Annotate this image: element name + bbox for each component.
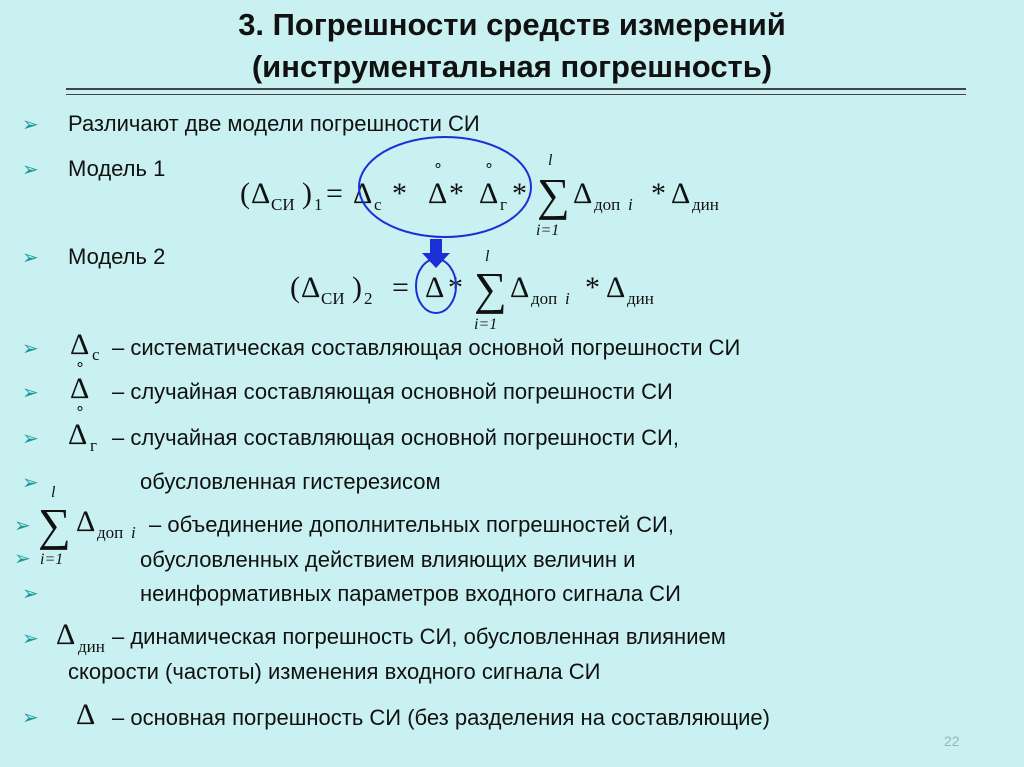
slide-title-line1: 3. Погрешности средств измерений bbox=[238, 7, 786, 42]
ring-icon: ∘ bbox=[484, 157, 495, 174]
bullet-icon: ➢ bbox=[22, 428, 39, 450]
def-additional-line2: обусловленных действием влияющих величин и bbox=[140, 547, 636, 572]
sum-icon: ∑ bbox=[474, 263, 507, 314]
model2-label: Модель 2 bbox=[68, 244, 166, 269]
bullet-icon: ➢ bbox=[22, 382, 39, 404]
page-number: 22 bbox=[944, 733, 960, 749]
symbol-delta-g: Δ bbox=[68, 418, 88, 451]
bullet-icon: ➢ bbox=[22, 159, 39, 181]
arrow-shaft bbox=[430, 239, 442, 253]
bullet-icon: ➢ bbox=[14, 515, 31, 537]
def-hysteresis-line2: обусловленная гистерезисом bbox=[140, 469, 441, 494]
def-main: – основная погрешность СИ (без разделения на составляющие) bbox=[112, 705, 770, 730]
def-hysteresis-line1: – случайная составляющая основной погрешности СИ, bbox=[112, 425, 679, 450]
model1-label: Модель 1 bbox=[68, 156, 166, 181]
def-additional-line1: – объединение дополнительных погрешностей СИ, bbox=[149, 512, 674, 537]
symbol-delta-c: Δ bbox=[70, 328, 90, 361]
bullet-icon: ➢ bbox=[22, 472, 39, 494]
ring-icon: ∘ bbox=[75, 400, 86, 417]
symbol-delta-din: Δ bbox=[56, 618, 76, 651]
bullet-icon: ➢ bbox=[22, 247, 39, 269]
symbol-delta-ring: Δ bbox=[70, 372, 90, 405]
down-arrow-icon bbox=[422, 253, 450, 268]
slide: 3. Погрешности средств измерений (инструментальная погрешность) ➢ ➢ ➢ ➢ ➢ ➢ ➢ ➢ ➢ ➢ ➢ ➢ Различают две модели погрешности СИ Модель 1 Модель 2 ( Δ СИ ) 1 = Δ с * ∘ Δ * ∘ Δ г * l ∑ i=1 Δ доп i * Δ дин ( Δ СИ ) 2 = Δ * l ∑ i=1 Δ доп i * Δ дин Δ с ∘ – систематическая составляющая основной погрешности СИ Δ ∘ – случайная составляющая основной погрешности СИ Δ г – случайная составляющая основной погрешности СИ, обусловленная гистерезисом l ∑ i=1 Δ доп i – объединение дополнительных погрешностей СИ, обусловленных действием влияющих величин и неинформативных параметров входного сигнала СИ Δ дин – динамическая погрешность СИ, обусловленная влиянием скорости (частоты) изменения входного сигнала СИ Δ – основная погрешность СИ (без разделения на составляющие) 22 bbox=[0, 0, 1024, 767]
bullet-icon: ➢ bbox=[22, 583, 39, 605]
sum-icon: ∑ bbox=[537, 169, 570, 220]
bullet-icon: ➢ bbox=[22, 338, 39, 360]
bullet-icon: ➢ bbox=[22, 628, 39, 650]
bullet-icon: ➢ bbox=[14, 548, 31, 570]
intro-text: Различают две модели погрешности СИ bbox=[68, 111, 480, 136]
slide-title-line2: (инструментальная погрешность) bbox=[251, 49, 773, 84]
bullet-icon: ➢ bbox=[22, 707, 39, 729]
def-additional-line3: неинформативных параметров входного сигнала СИ bbox=[140, 581, 681, 606]
def-systematic: – систематическая составляющая основной погрешности СИ bbox=[112, 335, 741, 360]
symbol-delta-main: Δ bbox=[76, 698, 96, 731]
ring-icon: ∘ bbox=[433, 157, 444, 174]
highlight-ellipse-model1 bbox=[359, 137, 531, 237]
def-random: – случайная составляющая основной погрешности СИ bbox=[112, 379, 673, 404]
def-dynamic-line2: скорости (частоты) изменения входного сигнала СИ bbox=[68, 659, 601, 684]
sum-icon: ∑ bbox=[38, 499, 71, 550]
def-dynamic-line1: – динамическая погрешность СИ, обусловленная влиянием bbox=[112, 624, 726, 649]
bullet-icon: ➢ bbox=[22, 114, 39, 136]
ring-icon: ∘ bbox=[75, 356, 86, 373]
symbol-delta-dop: Δ bbox=[76, 505, 96, 538]
